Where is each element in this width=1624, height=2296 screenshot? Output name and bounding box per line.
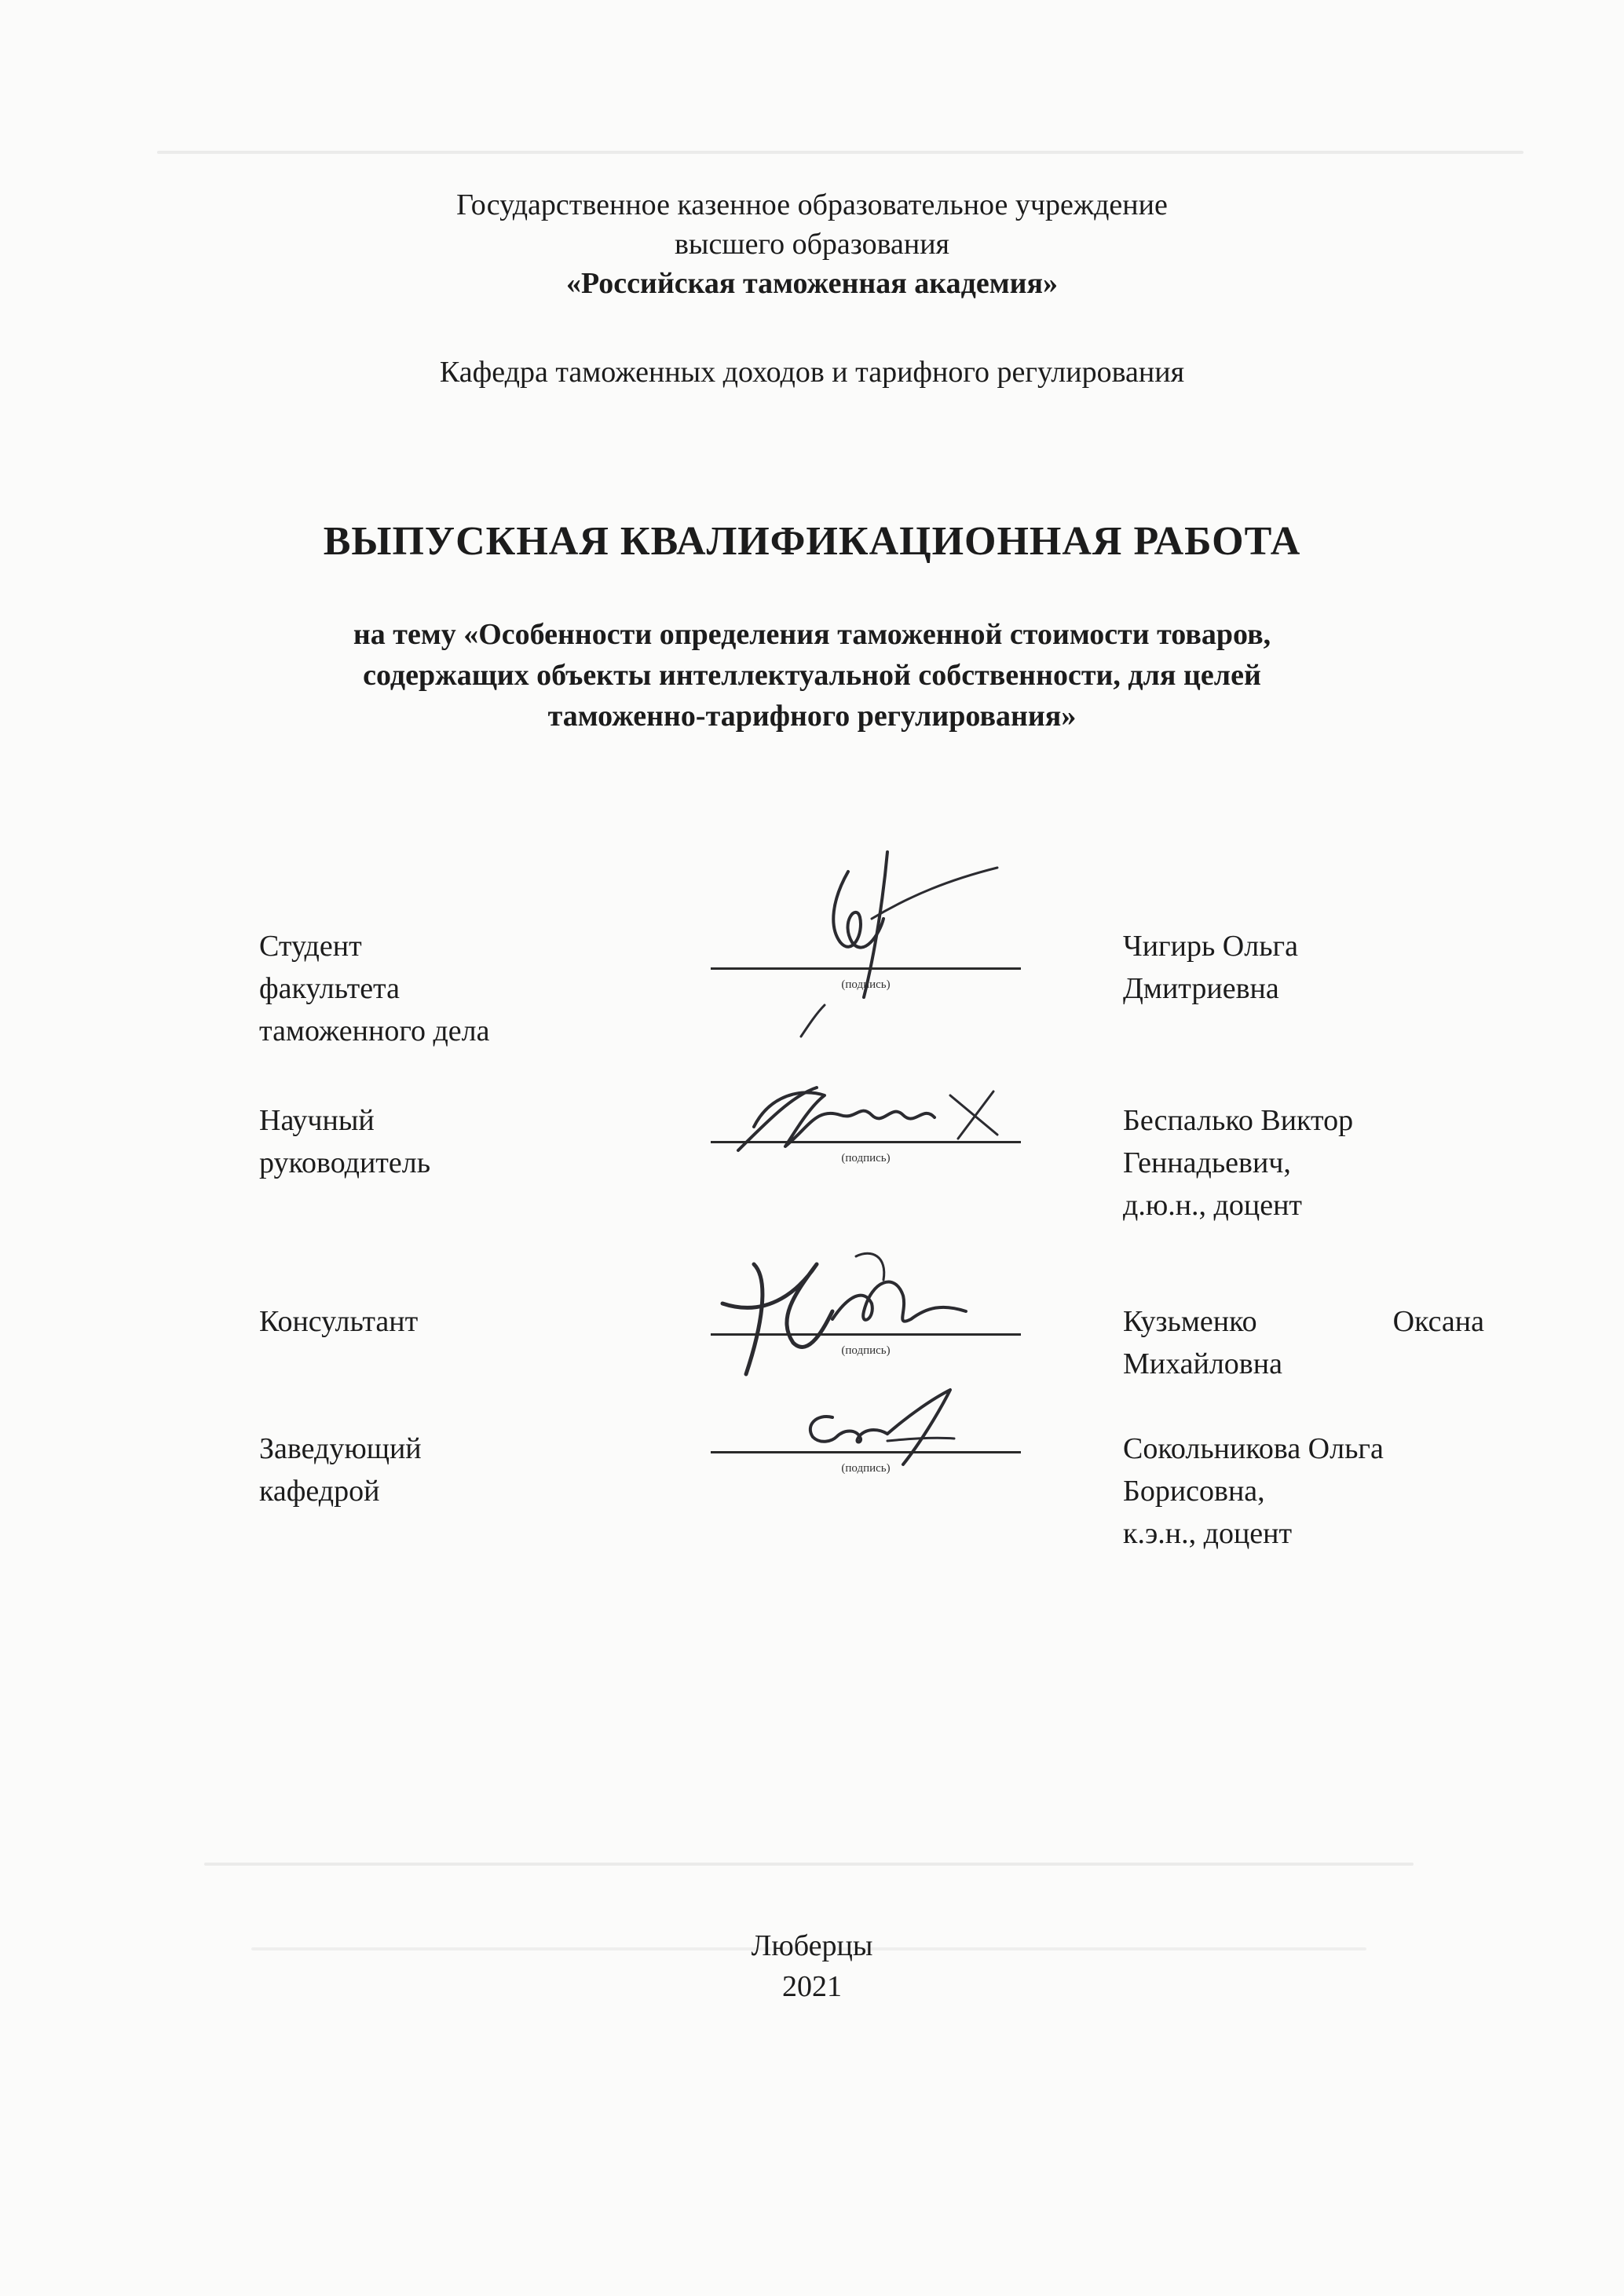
name-line: Дмитриевна	[1123, 972, 1279, 1005]
signature-student	[754, 824, 1021, 1060]
work-topic	[0, 614, 1624, 737]
signature-caption: (подпись)	[841, 1152, 891, 1164]
name-line-justified	[1123, 1300, 1484, 1343]
surname: Кузьменко	[1123, 1305, 1257, 1338]
role-head-of-department	[259, 1428, 589, 1512]
signature-line-head-of-department	[711, 1451, 1021, 1453]
institution-line-1: Государственное казенное образовательное учреждение	[456, 188, 1168, 221]
name-line: д.ю.н., доцент	[1123, 1189, 1303, 1222]
first-name: Оксана	[1392, 1305, 1484, 1338]
name-line: к.э.н., доцент	[1123, 1517, 1293, 1550]
footer	[0, 1925, 1624, 2007]
name-line: Чигирь Ольга	[1123, 930, 1298, 963]
scan-artifact	[157, 151, 1523, 154]
institution-header	[0, 185, 1624, 303]
role-line: факультета	[259, 972, 400, 1005]
scan-artifact	[204, 1863, 1414, 1866]
role-line: таможенного дела	[259, 1015, 490, 1047]
name-line: Беспалько Виктор	[1123, 1104, 1354, 1137]
role-line: Студент	[259, 930, 362, 963]
role-line: кафедрой	[259, 1475, 380, 1508]
city: Люберцы	[751, 1929, 873, 1962]
name-consultant	[1123, 1300, 1484, 1385]
department-name: Кафедра таможенных доходов и тарифного регулирования	[439, 356, 1185, 389]
topic-line-1: на тему «Особенности определения таможенной стоимости товаров,	[353, 618, 1271, 651]
name-line: Геннадьевич,	[1123, 1146, 1291, 1179]
role-student	[259, 925, 589, 1052]
name-head-of-department	[1123, 1428, 1484, 1555]
name-line: Борисовна,	[1123, 1475, 1265, 1508]
name-line: Сокольникова Ольга	[1123, 1432, 1384, 1465]
year: 2021	[782, 1970, 842, 2003]
signature-supervisor	[722, 1072, 1021, 1158]
name-supervisor	[1123, 1099, 1484, 1227]
role-line: Заведующий	[259, 1432, 422, 1465]
institution-name: «Российская таможенная академия»	[565, 267, 1059, 300]
role-line: Консультант	[259, 1305, 419, 1338]
role-supervisor	[259, 1099, 589, 1184]
signature-line-student	[711, 967, 1021, 970]
role-consultant	[259, 1300, 589, 1343]
topic-line-2: содержащих объекты интеллектуальной собственности, для целей	[363, 659, 1261, 692]
role-line: руководитель	[259, 1146, 431, 1179]
signature-line-consultant	[711, 1333, 1021, 1336]
institution-line-2: высшего образования	[674, 228, 950, 261]
signature-consultant	[707, 1233, 1005, 1390]
name-student	[1123, 925, 1484, 1010]
signature-caption: (подпись)	[841, 978, 891, 991]
signature-caption: (подпись)	[841, 1344, 891, 1357]
topic-line-3: таможенно-тарифного регулирования»	[547, 700, 1077, 733]
work-title: ВЫПУСКНАЯ КВАЛИФИКАЦИОННАЯ РАБОТА	[323, 519, 1301, 564]
role-line: Научный	[259, 1104, 375, 1137]
name-line: Михайловна	[1123, 1347, 1282, 1380]
signature-caption: (подпись)	[841, 1462, 891, 1475]
signature-line-supervisor	[711, 1141, 1021, 1143]
